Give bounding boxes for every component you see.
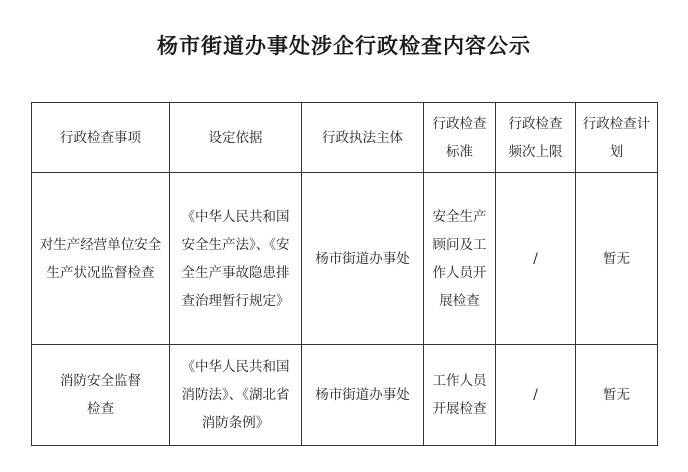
cell-inspection-standard: 工作人员开展检查 — [424, 345, 496, 446]
cell-inspection-item: 消防安全监督检查 — [32, 345, 170, 446]
table-row — [32, 345, 658, 446]
cell-inspection-item: 对生产经营单位安全生产状况监督检查 — [32, 173, 170, 345]
header-inspection-plan: 行政检查计划 — [576, 103, 658, 173]
cell-legal-basis: 《中华人民共和国安全生产法》、《安全生产事故隐患排查治理暂行规定》 — [170, 173, 302, 345]
cell-inspection-standard: 安全生产顾问及工作人员开展检查 — [424, 173, 496, 345]
cell-frequency-limit: / — [496, 173, 576, 345]
header-legal-basis: 设定依据 — [170, 103, 302, 173]
header-inspection-item: 行政检查事项 — [32, 103, 170, 173]
page-title: 杨市街道办事处涉企行政检查内容公示 — [157, 34, 531, 58]
cell-enforcement-subject: 杨市街道办事处 — [302, 345, 424, 446]
header-enforcement-subject: 行政执法主体 — [302, 103, 424, 173]
cell-inspection-plan: 暂无 — [576, 173, 658, 345]
cell-inspection-plan: 暂无 — [576, 345, 658, 446]
inspection-table — [31, 102, 658, 446]
cell-legal-basis: 《中华人民共和国消防法》、《湖北省消防条例》 — [170, 345, 302, 446]
cell-frequency-limit: / — [496, 345, 576, 446]
table-row — [32, 173, 658, 345]
header-inspection-standard: 行政检查标准 — [424, 103, 496, 173]
cell-enforcement-subject: 杨市街道办事处 — [302, 173, 424, 345]
table-header-row — [32, 103, 658, 173]
header-frequency-limit: 行政检查频次上限 — [496, 103, 576, 173]
